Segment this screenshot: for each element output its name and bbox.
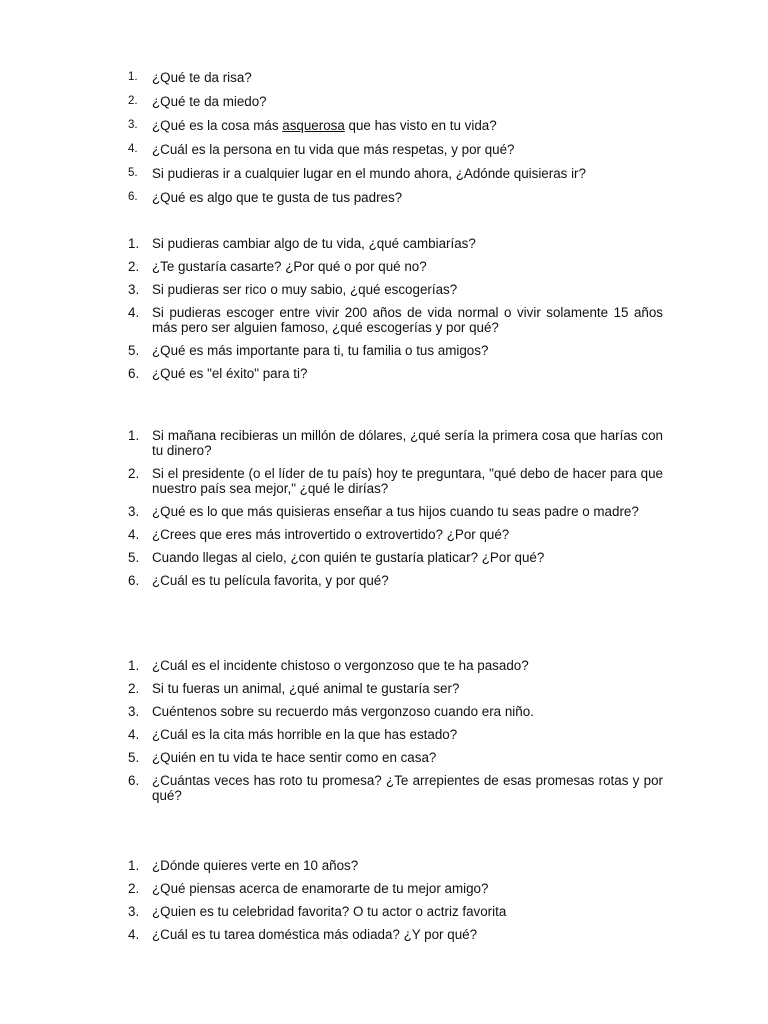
list-item — [0, 773, 768, 803]
list-item — [0, 305, 768, 335]
item-text: Si pudieras ser rico o muy sabio, ¿qué escogerías? — [152, 282, 458, 297]
item-number: 3. — [128, 282, 140, 297]
list-item — [0, 573, 768, 588]
item-number: 6. — [128, 366, 140, 381]
list-item — [0, 658, 768, 673]
item-number: 6. — [128, 773, 140, 788]
item-number: 1. — [128, 71, 138, 83]
item-text: Si pudieras escoger entre vivir 200 años de vida normal o vivir solamente 15 años más pero ser alguien famoso, ¿qué escogerías y por qué? — [152, 305, 663, 335]
item-number: 2. — [128, 466, 140, 481]
item-number: 6. — [128, 191, 138, 203]
list-item — [0, 927, 768, 942]
list-item — [0, 190, 768, 205]
item-text-after: que has visto en tu vida? — [344, 118, 497, 133]
item-text-before: ¿Qué es la cosa más — [152, 118, 283, 133]
item-text: ¿Qué es "el éxito" para ti? — [152, 366, 308, 381]
item-number: 1. — [128, 236, 140, 251]
item-text: ¿Qué te da miedo? — [152, 94, 267, 109]
item-number: 2. — [128, 881, 140, 896]
item-number: 4. — [128, 727, 140, 742]
item-number: 4. — [128, 143, 138, 155]
item-text: ¿Cuál es tu película favorita, y por qué? — [152, 573, 389, 588]
item-number: 3. — [128, 904, 140, 919]
item-text: ¿Cuántas veces has roto tu promesa? ¿Te arrepientes de esas promesas rotas y por qué? — [152, 773, 663, 803]
item-number: 2. — [128, 259, 140, 274]
list-item — [0, 727, 768, 742]
list-item — [0, 858, 768, 873]
item-text: ¿Crees que eres más introvertido o extrovertido? ¿Por qué? — [152, 527, 510, 542]
item-number: 1. — [128, 858, 140, 873]
list-item — [0, 681, 768, 696]
item-number: 1. — [128, 428, 140, 443]
item-number: 6. — [128, 573, 140, 588]
item-text: ¿Qué piensas acerca de enamorarte de tu mejor amigo? — [152, 881, 489, 896]
item-text: Cuando llegas al cielo, ¿con quién te gustaría platicar? ¿Por qué? — [152, 550, 545, 565]
list-item — [0, 94, 768, 109]
item-text: ¿Cuál es la persona en tu vida que más respetas, y por qué? — [152, 142, 515, 157]
item-text: ¿Dónde quieres verte en 10 años? — [152, 858, 359, 873]
list-item — [0, 466, 768, 496]
list-item — [0, 142, 768, 157]
item-number: 5. — [128, 167, 138, 179]
list-item — [0, 904, 768, 919]
item-number: 4. — [128, 927, 140, 942]
item-text: Cuéntenos sobre su recuerdo más vergonzoso cuando era niño. — [152, 704, 534, 719]
item-text: ¿Cuál es la cita más horrible en la que has estado? — [152, 727, 458, 742]
item-text: ¿Qué es más importante para ti, tu familia o tus amigos? — [152, 343, 489, 358]
item-text: ¿Qué te da risa? — [152, 70, 252, 85]
item-number: 2. — [128, 681, 140, 696]
list-item — [0, 343, 768, 358]
item-number: 5. — [128, 750, 140, 765]
list-item — [0, 527, 768, 542]
item-text: ¿Qué es algo que te gusta de tus padres? — [152, 190, 403, 205]
item-text: Si mañana recibieras un millón de dólares, ¿qué sería la primera cosa que harías con tu dinero? — [152, 428, 663, 458]
item-number: 5. — [128, 550, 140, 565]
item-number: 4. — [128, 305, 140, 320]
list-item — [0, 428, 768, 458]
list-item — [0, 118, 768, 133]
list-item — [0, 366, 768, 381]
item-text: Si el presidente (o el líder de tu país) hoy te preguntara, "qué debo de hacer para que nuestro país sea mejor," ¿qué le dirías? — [152, 466, 663, 496]
question-list-2 — [0, 236, 768, 389]
list-item — [0, 166, 768, 181]
question-list-3 — [0, 428, 768, 596]
list-item — [0, 550, 768, 565]
list-item — [0, 704, 768, 719]
list-item — [0, 750, 768, 765]
list-item — [0, 70, 768, 85]
list-item — [0, 282, 768, 297]
item-number: 3. — [128, 704, 140, 719]
item-number: 3. — [128, 119, 138, 131]
item-text: ¿Quien es tu celebridad favorita? O tu actor o actriz favorita — [152, 904, 507, 919]
item-text: Si tu fueras un animal, ¿qué animal te gustaría ser? — [152, 681, 460, 696]
question-list-5 — [0, 858, 768, 950]
item-number: 1. — [128, 658, 140, 673]
underlined-word: asquerosa — [282, 118, 345, 133]
item-number: 4. — [128, 527, 140, 542]
item-text: ¿Cuál es el incidente chistoso o vergonzoso que te ha pasado? — [152, 658, 529, 673]
list-item — [0, 881, 768, 896]
item-text: Si pudieras cambiar algo de tu vida, ¿qué cambiarías? — [152, 236, 476, 251]
question-list-1 — [0, 70, 768, 214]
item-number: 5. — [128, 343, 140, 358]
item-text: ¿Qué es lo que más quisieras enseñar a tus hijos cuando tu seas padre o madre? — [152, 504, 639, 519]
item-text: Si pudieras ir a cualquier lugar en el mundo ahora, ¿Adónde quisieras ir? — [152, 166, 586, 181]
list-item — [0, 504, 768, 519]
item-number: 3. — [128, 504, 140, 519]
item-text: ¿Quién en tu vida te hace sentir como en casa? — [152, 750, 437, 765]
item-text: ¿Cuál es tu tarea doméstica más odiada? ¿Y por qué? — [152, 927, 478, 942]
list-item — [0, 259, 768, 274]
item-number: 2. — [128, 95, 138, 107]
question-list-4 — [0, 658, 768, 811]
list-item — [0, 236, 768, 251]
item-text: ¿Te gustaría casarte? ¿Por qué o por qué no? — [152, 259, 427, 274]
